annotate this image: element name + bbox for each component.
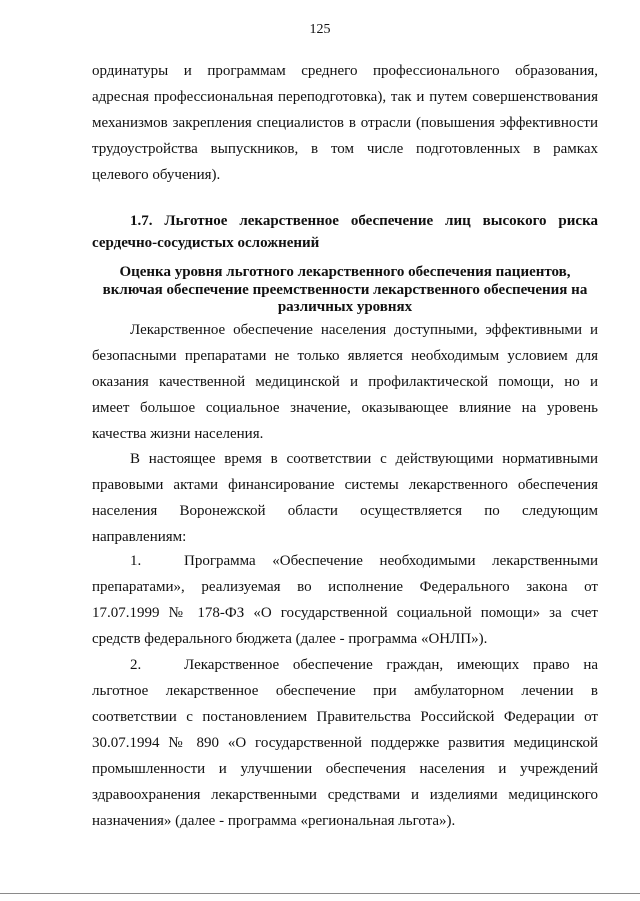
text-line: безопасными препаратами не только является необходимым условием для: [92, 348, 598, 364]
paragraph-financing: [92, 446, 598, 550]
text-line: промышленности и улучшении обеспечения населения и учреждений: [92, 761, 598, 777]
text-line: ординатуры и программам среднего профессионального образования,: [92, 63, 598, 79]
page-bottom-edge: [0, 893, 640, 894]
text-line: назначения» (далее - программа «региональная льгота»).: [92, 813, 456, 829]
text-line: правовыми актами финансирование системы лекарственного обеспечения: [92, 477, 598, 493]
intro-paragraph: [92, 58, 598, 188]
text-line: 17.07.1999 № 178-ФЗ «О государственной социальной помощи» за счет: [92, 605, 598, 621]
heading-line: включая обеспечение преемственности лекарственного обеспечения на: [102, 282, 588, 298]
page-number: 125: [309, 22, 331, 37]
paragraph-drug-provision: [92, 317, 598, 447]
text-line: качества жизни населения.: [92, 426, 264, 442]
text-line: адресная профессиональная переподготовка), так и путем совершенствования: [92, 89, 598, 105]
text-line: целевого обучения).: [92, 167, 221, 183]
text-line: имеет большое социальное значение, оказывающее влияние на уровень: [92, 400, 598, 416]
heading-line: 1.7. Льготное лекарственное обеспечение лиц высокого риска: [130, 213, 598, 229]
text-line: соответствии с постановлением Правительства Российской Федерации от: [92, 709, 598, 725]
heading-line: Оценка уровня льготного лекарственного обеспечения пациентов,: [119, 264, 571, 280]
text-line: препаратами», реализуемая во исполнение Федерального закона от: [92, 579, 598, 595]
text-line: здравоохранения лекарственными средствами и изделиями медицинского: [92, 787, 598, 803]
text-line: Программа «Обеспечение необходимыми лекарственными: [184, 553, 598, 569]
text-line: средств федерального бюджета (далее - программа «ОНЛП»).: [92, 631, 488, 647]
text-line: населения Воронежской области осуществляется по следующим: [92, 503, 598, 519]
text-line: 30.07.1994 № 890 «О государственной поддержке развития медицинской: [92, 735, 598, 751]
text-line: В настоящее время в соответствии с действующими нормативными: [130, 451, 598, 467]
list-item: [92, 548, 598, 652]
list-number: 1.: [130, 553, 142, 569]
subsection-heading: [92, 263, 598, 315]
text-line: направлениям:: [92, 529, 187, 545]
heading-line: различных уровнях: [277, 299, 413, 315]
text-line: Лекарственное обеспечение граждан, имеющих право на: [184, 657, 598, 673]
list-item-first-line: [92, 548, 598, 574]
section-heading: [92, 208, 598, 256]
heading-line: сердечно-сосудистых осложнений: [92, 235, 320, 251]
text-line: Лекарственное обеспечение населения доступными, эффективными и: [130, 322, 598, 338]
list-item: [92, 652, 598, 834]
text-line: трудоустройства выпускников, в том числе подготовленных в рамках: [92, 141, 598, 157]
text-line: механизмов закрепления специалистов в отрасли (повышения эффективности: [92, 115, 598, 131]
list-number: 2.: [130, 657, 142, 673]
list-item-first-line: [92, 652, 598, 678]
text-line: оказания качественной медицинской и профилактической помощи, но и: [92, 374, 598, 390]
text-line: льготное лекарственное обеспечение при амбулаторном лечении в: [92, 683, 598, 699]
